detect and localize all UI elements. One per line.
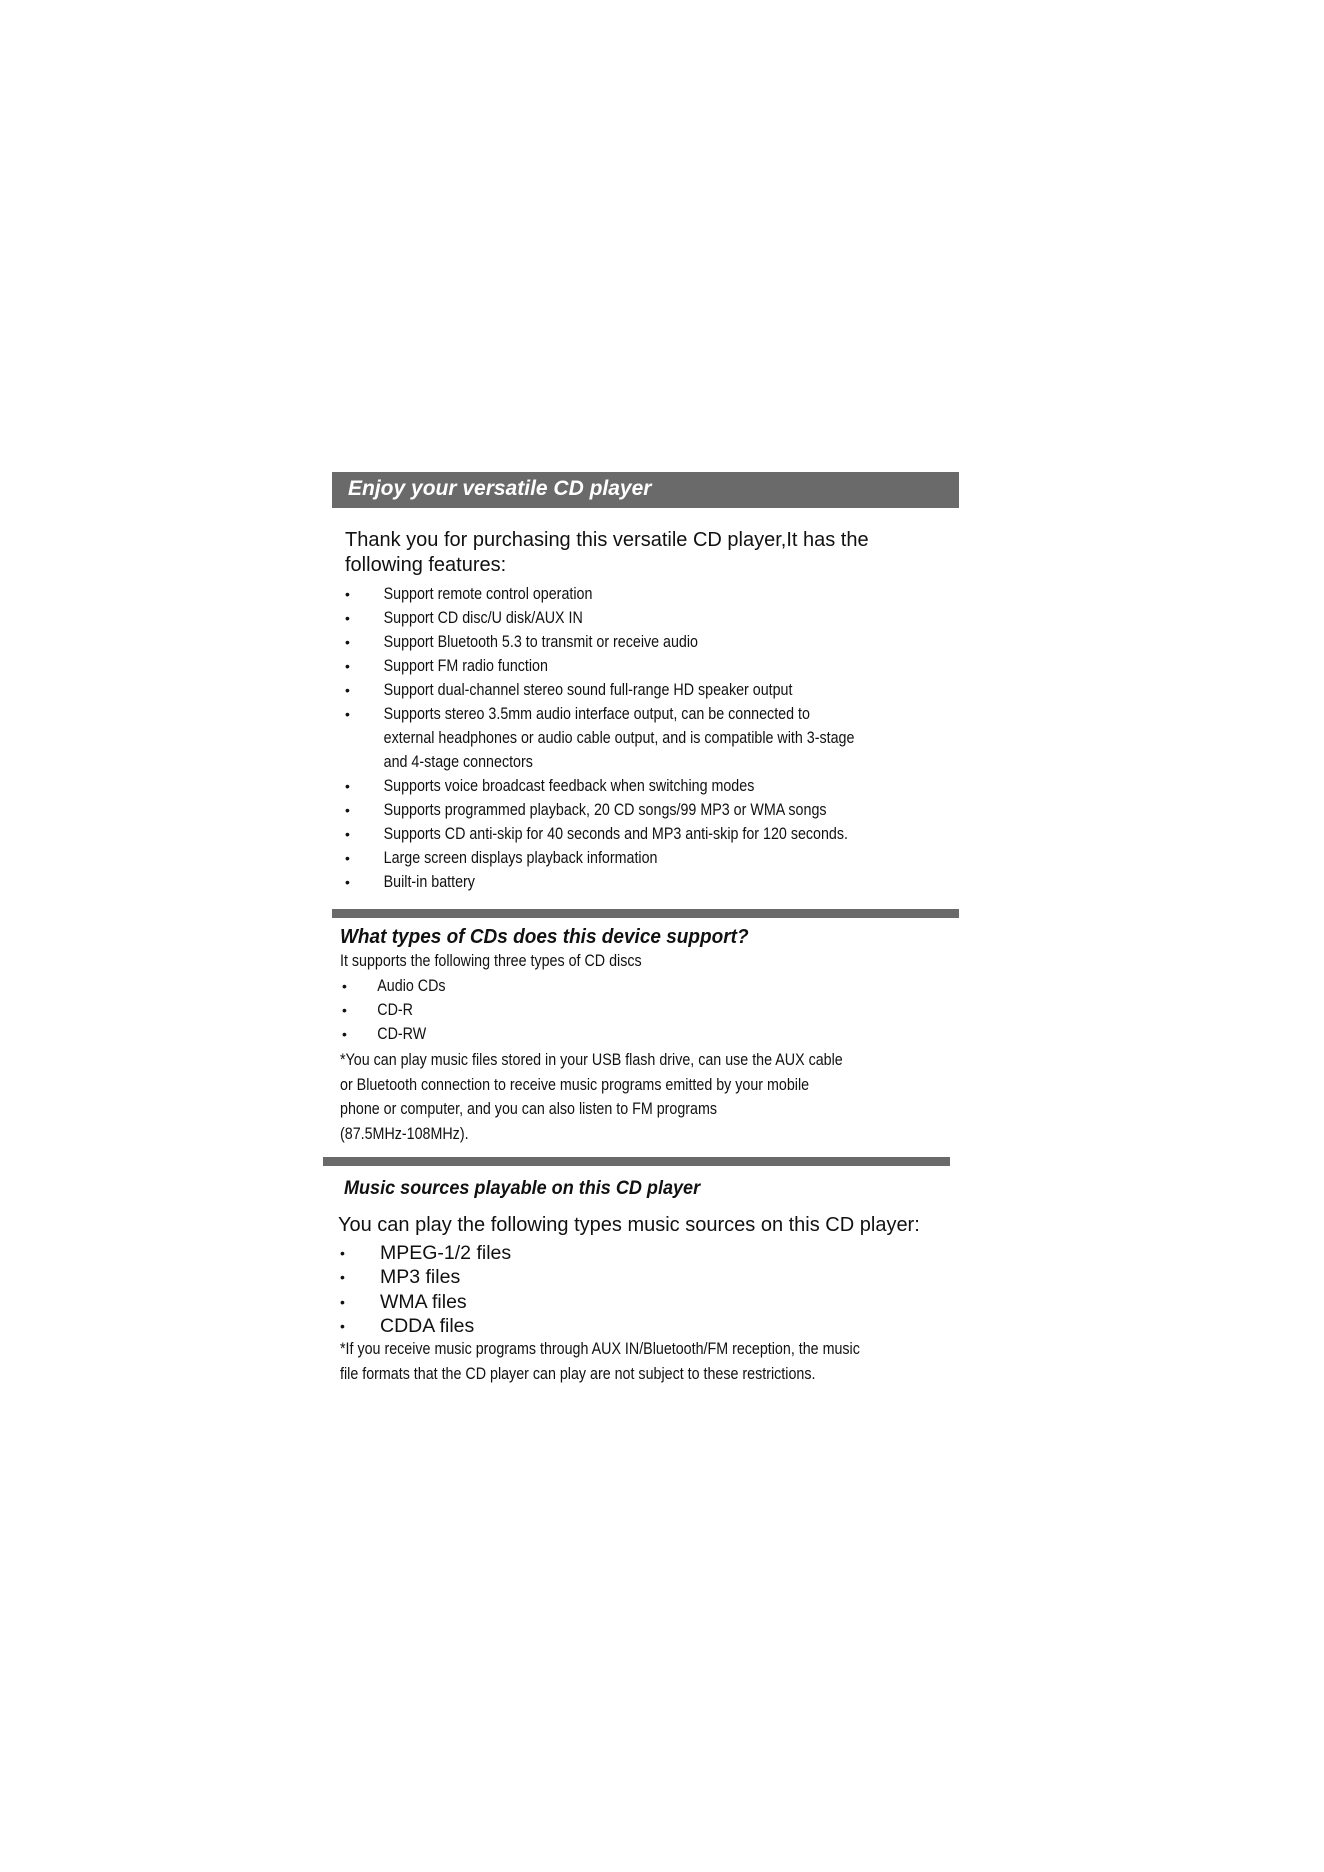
list-item-text: CDDA files <box>380 1314 475 1337</box>
bullet-icon: • <box>340 1317 345 1334</box>
list-item-text: MP3 files <box>380 1266 461 1289</box>
list-item-text: MPEG-1/2 files <box>380 1242 512 1264</box>
note-line: file formats that the CD player can play are not subject to these restrictions. <box>340 1364 816 1383</box>
note-line: *You can play music files stored in your USB flash drive, can use the AUX cable <box>340 1050 843 1069</box>
bullet-icon: • <box>340 1293 345 1310</box>
cd-types-list <box>342 974 446 1046</box>
music-sources-intro: You can play the following types music sources on this CD player: <box>338 1214 920 1236</box>
note-line: or Bluetooth connection to receive music programs emitted by your mobile <box>340 1074 810 1094</box>
feature-line: Supports voice broadcast feedback when switching modes <box>383 776 755 795</box>
feature-text <box>384 654 548 678</box>
feature-line: Support Bluetooth 5.3 to transmit or receive audio <box>383 632 698 651</box>
bullet-icon: • <box>340 1269 345 1286</box>
feature-text <box>384 630 698 654</box>
note-line: phone or computer, and you can also listen to FM programs <box>340 1099 718 1118</box>
feature-line: Supports programmed playback, 20 CD songs/99 MP3 or WMA songs <box>383 800 827 819</box>
feature-list <box>345 582 854 894</box>
cd-types-intro: It supports the following three types of CD discs <box>340 951 642 970</box>
music-formats-list <box>340 1241 511 1338</box>
list-item <box>345 606 854 630</box>
feature-text <box>384 702 855 774</box>
bullet-icon: • <box>345 658 350 674</box>
list-item <box>340 1265 511 1289</box>
feature-text <box>384 774 755 798</box>
note-line: (87.5MHz-108MHz). <box>340 1123 469 1143</box>
bullet-icon: • <box>345 634 350 650</box>
bullet-icon: • <box>345 778 350 794</box>
list-item <box>340 1241 511 1265</box>
feature-line: Supports stereo 3.5mm audio interface output, can be connected to <box>383 704 810 723</box>
bullet-icon: • <box>340 1245 345 1261</box>
list-item <box>342 998 446 1022</box>
feature-line: Support dual-channel stereo sound full-range HD speaker output <box>383 680 793 699</box>
section-divider <box>332 909 959 918</box>
feature-text <box>384 678 793 702</box>
feature-text <box>384 822 848 846</box>
list-item <box>340 1314 511 1338</box>
bullet-icon: • <box>345 586 350 602</box>
cd-types-note <box>340 1048 843 1146</box>
music-sources-heading: Music sources playable on this CD player <box>344 1178 701 1199</box>
feature-text <box>384 798 827 822</box>
list-item-text: WMA files <box>380 1290 467 1313</box>
list-item <box>345 702 854 774</box>
feature-text <box>384 870 475 894</box>
list-item-text: CD-R <box>377 1000 413 1019</box>
bullet-icon: • <box>345 682 350 698</box>
bullet-icon: • <box>345 802 350 818</box>
list-item <box>345 654 854 678</box>
list-item <box>345 774 854 798</box>
bullet-icon: • <box>345 610 350 626</box>
list-item <box>345 678 854 702</box>
feature-line: external headphones or audio cable output, and is compatible with 3-stage <box>383 728 855 747</box>
list-item-text: CD-RW <box>377 1024 427 1043</box>
list-item <box>342 974 446 998</box>
list-item <box>345 846 854 870</box>
list-item <box>340 1290 511 1314</box>
feature-line: and 4-stage connectors <box>383 752 533 771</box>
bullet-icon: • <box>345 706 350 722</box>
feature-line: Support remote control operation <box>383 584 593 603</box>
section-divider <box>323 1157 950 1166</box>
list-item <box>345 870 854 894</box>
bullet-icon: • <box>342 1002 347 1018</box>
bullet-icon: • <box>345 850 350 866</box>
feature-line: Built-in battery <box>383 872 475 891</box>
feature-line: Support FM radio function <box>383 656 548 675</box>
feature-line: Large screen displays playback information <box>383 848 658 867</box>
list-item <box>345 630 854 654</box>
feature-line: Support CD disc/U disk/AUX IN <box>383 608 583 627</box>
list-item-text: Audio CDs <box>377 976 446 995</box>
cd-types-heading: What types of CDs does this device support? <box>340 926 749 948</box>
bullet-icon: • <box>342 1026 347 1042</box>
list-item <box>345 798 854 822</box>
music-sources-note <box>340 1337 860 1387</box>
feature-line: Supports CD anti-skip for 40 seconds and MP3 anti-skip for 120 seconds. <box>383 824 848 843</box>
feature-text <box>384 846 658 870</box>
note-line: *If you receive music programs through AUX IN/Bluetooth/FM reception, the music <box>340 1339 860 1358</box>
bullet-icon: • <box>342 978 347 994</box>
bullet-icon: • <box>345 874 350 890</box>
intro-paragraph: Thank you for purchasing this versatile CD player,It has the following features: <box>345 529 869 576</box>
section-title: Enjoy your versatile CD player <box>348 477 652 500</box>
list-item <box>345 822 854 846</box>
feature-text <box>384 582 593 606</box>
list-item <box>342 1022 446 1046</box>
bullet-icon: • <box>345 826 350 842</box>
feature-text <box>384 606 583 630</box>
list-item <box>345 582 854 606</box>
